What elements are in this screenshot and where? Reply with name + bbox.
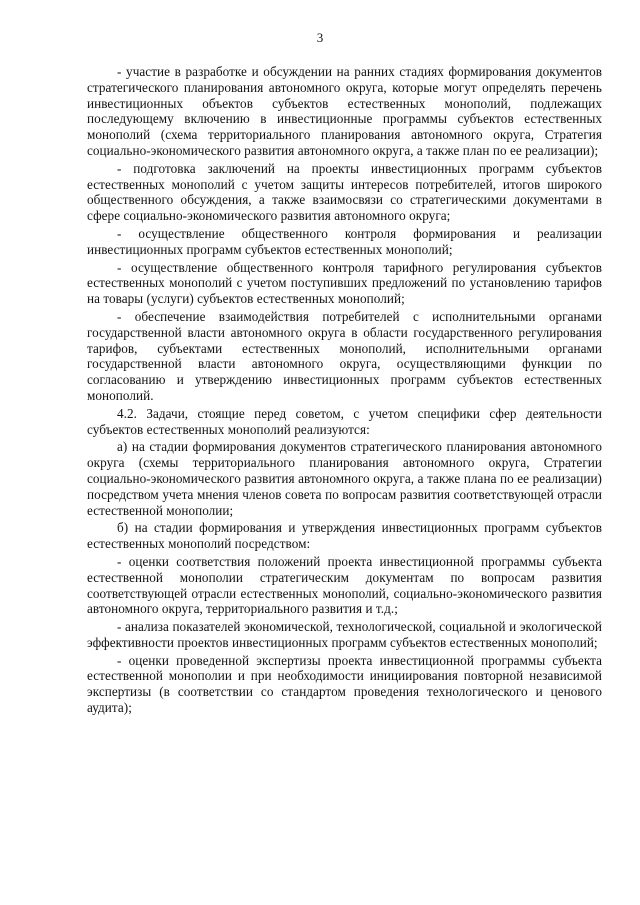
paragraph-conclusions: - подготовка заключений на проекты инвестиционных программ субъектов естественных монополий с учетом защиты интересов потребителей, итогов широкого общественного обсуждения, а также взаимосвязи со стратегическими документами в сфере социально-экономического развития автономного округа; <box>87 160 602 224</box>
paragraph-item-b: б) на стадии формирования и утверждения инвестиционных программ субъектов естественных монополий посредством: <box>87 520 602 552</box>
page-number: 3 <box>316 30 324 45</box>
paragraph-expertise-assessment: - оценки проведенной экспертизы проекта инвестиционной программы субъекта естественной монополии и при необходимости инициирования повторной независимой экспертизы (в соответствии со стандартом проведения технологического и ценового аудита); <box>87 652 602 716</box>
paragraph-public-control-tariffs: - осуществление общественного контроля тарифного регулирования субъектов естественных монополий с учетом поступивших предложений по установлению тарифов на товары (услуги) субъектов естественных монополий; <box>87 259 602 307</box>
paragraph-efficiency-analysis: - анализа показателей экономической, технологической, социальной и экологической эффективности проектов инвестиционных программ субъектов естественных монополий; <box>87 619 602 650</box>
paragraph-item-a: а) на стадии формирования документов стратегического планирования автономного округа (схемы территориального планирования автономного округа, Стратегии социально-экономического развития автономного округа, а также плана по ее реализации) посредством учета мнения членов совета по вопросам развития соответствующей отрасли естественной монополии; <box>87 439 602 518</box>
paragraph-interaction: - обеспечение взаимодействия потребителей с исполнительными органами государственной власти автономного округа в области государственного регулирования тарифов, субъектами естественных монополий, исполнительными органами государственной власти автономного округа, осуществляющими функции по согласованию и утверждению инвестиционных программ субъектов естественных монополий. <box>87 308 602 403</box>
paragraph-public-control-programs: - осуществление общественного контроля формирования и реализации инвестиционных программ субъектов естественных монополий; <box>87 225 602 257</box>
paragraph-participation: - участие в разработке и обсуждении на ранних стадиях формирования документов стратегического планирования автономного округа, которые могут определять перечень инвестиционных объектов субъектов естественных монополий, подлежащих последующему включению в инвестиционные программы субъектов естественных монополий (схема территориального планирования автономного округа, Стратегия социально-экономического развития автономного округа, а также план по ее реализации); <box>87 64 602 158</box>
paragraph-section-4-2: 4.2. Задачи, стоящие перед советом, с учетом специфики сфер деятельности субъектов естественных монополий реализуются: <box>87 405 602 437</box>
document-body <box>87 64 602 718</box>
paragraph-compliance-assessment: - оценки соответствия положений проекта инвестиционной программы субъекта естественной монополии стратегическим документам по вопросам развития соответствующей отрасли естественных монополий, социально-экономического развития автономного округа, территориального развития и т.д.; <box>87 553 602 617</box>
